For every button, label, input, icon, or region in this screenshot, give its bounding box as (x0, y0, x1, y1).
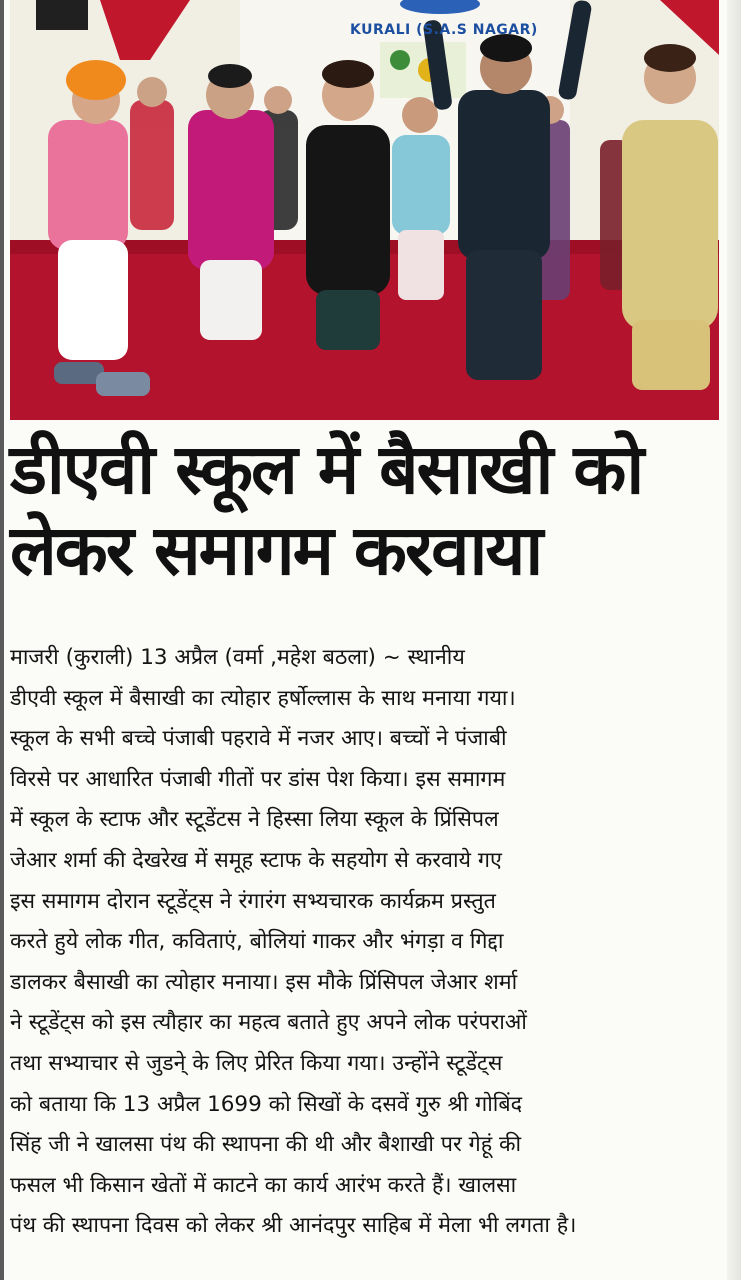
article-line: को बताया कि 13 अप्रैल 1699 को सिखों के दसवें गुरु श्री गोबिंद (10, 1091, 523, 1117)
article-line: तथा सभ्याचार से जुडने् के लिए प्रेरित किया गया। उन्होंने स्टूडेंट्स (10, 1050, 503, 1076)
photo-children-dancing-illustration (10, 0, 719, 420)
article-line: फसल भी किसान खेतों में काटने का कार्य आरंभ करते हैं। खालसा (10, 1172, 517, 1198)
article-line: विरसे पर आधारित पंजाबी गीतों पर डांस पेश किया। इस समागम (10, 766, 506, 792)
article-line: जेआर शर्मा की देखरेख में समूह स्टाफ के सहयोग से करवाये गए (10, 847, 502, 873)
headline-line-1: डीएवी स्कूल में बैसाखी को (10, 430, 643, 510)
article-line: माजरी (कुराली) 13 अप्रैल (वर्मा ,महेश बठला) ~ स्थानीय (10, 645, 465, 670)
article-line: करते हुये लोक गीत, कविताएं, बोलियां गाकर और भंगड़ा व गिद्दा (10, 929, 504, 955)
article-line: सिंह जी ने खालसा पंथ की स्थापना की थी और बैशाखी पर गेहूं की (10, 1132, 522, 1158)
news-photo (10, 0, 719, 420)
headline-line-2: लेकर समागम करवाया (10, 511, 542, 591)
article-line: में स्कूल के स्टाफ और स्टूडेंटस ने हिस्सा लिया स्कूल के प्रिंसिपल (10, 807, 499, 833)
headline (10, 430, 730, 592)
article-line: पंथ की स्थापना दिवस को लेकर श्री आनंदपुर साहिब में मेला भी लगता है। (10, 1213, 577, 1239)
article-line: डालकर बैसाखी का त्योहार मनाया। इस मौके प्रिंसिपल जेआर शर्मा (10, 969, 518, 995)
photo-banner-text: KURALI (S.A.S NAGAR) (350, 22, 538, 38)
article-body (10, 638, 726, 1247)
article-line: डीएवी स्कूल में बैसाखी का त्योहार हर्षोल्लास के साथ मनाया गया। (10, 685, 516, 711)
article-line: ने स्टूडेंट्स को इस त्यौहार का महत्व बताते हुए अपने लोक परंपराओं (10, 1010, 527, 1036)
article-line: इस समागम दोरान स्टूडेंट्स ने रंगारंग सभ्यचारक कार्यक्रम प्रस्तुत (10, 888, 496, 914)
paper-edge (727, 0, 741, 1280)
article-line: स्कूल के सभी बच्चे पंजाबी पहरावे में नजर आए। बच्चों ने पंजाबी (10, 726, 507, 752)
